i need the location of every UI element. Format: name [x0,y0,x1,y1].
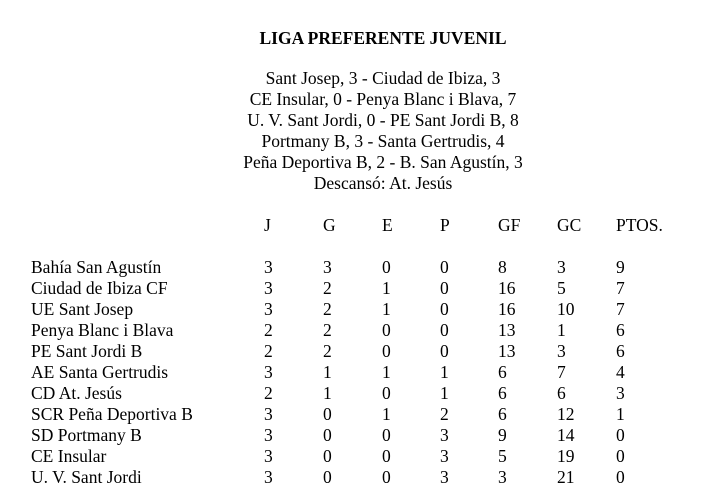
standings-header-row [0,215,712,236]
goals-for: 13 [498,341,516,361]
played: 3 [264,278,273,298]
played: 3 [264,467,273,487]
points: 1 [616,404,625,424]
drawn: 0 [382,383,391,403]
lost: 0 [440,320,449,340]
table-row [0,257,712,278]
header-drawn: E [382,215,393,235]
rest-line: Descansó: At. Jesús [313,173,453,193]
drawn: 0 [382,425,391,445]
team-name: Bahía San Agustín [31,257,162,277]
result-line: Peña Deportiva B, 2 - B. San Agustín, 3 [243,152,523,172]
points: 7 [616,278,625,298]
table-row [0,425,712,446]
drawn: 0 [382,446,391,466]
table-row [0,404,712,425]
table-row [0,278,712,299]
lost: 1 [440,362,449,382]
goals-for: 9 [498,425,507,445]
goals-for: 6 [498,383,507,403]
won: 0 [323,446,332,466]
won: 1 [323,362,332,382]
lost: 3 [440,446,449,466]
goals-for: 6 [498,362,507,382]
table-row [0,383,712,404]
lost: 2 [440,404,449,424]
team-name: PE Sant Jordi B [31,341,143,361]
drawn: 0 [382,467,391,487]
goals-against: 3 [557,257,566,277]
won: 2 [323,299,332,319]
played: 3 [264,257,273,277]
won: 0 [323,404,332,424]
result-line: U. V. Sant Jordi, 0 - PE Sant Jordi B, 8 [247,110,519,130]
lost: 3 [440,425,449,445]
goals-for: 13 [498,320,516,340]
points: 0 [616,425,625,445]
header-goals-for: GF [498,215,521,235]
lost: 0 [440,299,449,319]
drawn: 1 [382,362,391,382]
result-line: CE Insular, 0 - Penya Blanc i Blava, 7 [249,89,517,109]
lost: 0 [440,341,449,361]
points: 7 [616,299,625,319]
goals-for: 5 [498,446,507,466]
points: 6 [616,341,625,361]
header-points: PTOS. [616,215,663,235]
goals-for: 8 [498,257,507,277]
team-name: Ciudad de Ibiza CF [31,278,168,298]
goals-against: 21 [557,467,575,487]
match-results [0,68,712,194]
lost: 0 [440,278,449,298]
played: 2 [264,383,273,403]
goals-against: 10 [557,299,575,319]
points: 4 [616,362,625,382]
team-name: SCR Peña Deportiva B [31,404,193,424]
played: 2 [264,320,273,340]
goals-against: 6 [557,383,566,403]
points: 0 [616,467,625,487]
points: 6 [616,320,625,340]
won: 2 [323,320,332,340]
goals-against: 12 [557,404,575,424]
table-row [0,320,712,341]
won: 1 [323,383,332,403]
lost: 3 [440,467,449,487]
drawn: 0 [382,341,391,361]
goals-against: 3 [557,341,566,361]
team-name: Penya Blanc i Blava [31,320,174,340]
team-name: U. V. Sant Jordi [31,467,142,487]
team-name: SD Portmany B [31,425,142,445]
played: 3 [264,404,273,424]
team-name: AE Santa Gertrudis [31,362,169,382]
goals-against: 5 [557,278,566,298]
result-line: Portmany B, 3 - Santa Gertrudis, 4 [261,131,505,151]
won: 3 [323,257,332,277]
header-won: G [323,215,336,235]
goals-for: 16 [498,278,516,298]
team-name: CE Insular [31,446,107,466]
won: 0 [323,425,332,445]
team-name: UE Sant Josep [31,299,134,319]
goals-for: 3 [498,467,507,487]
goals-against: 7 [557,362,566,382]
header-played: J [264,215,271,235]
played: 3 [264,425,273,445]
goals-for: 16 [498,299,516,319]
points: 3 [616,383,625,403]
drawn: 0 [382,257,391,277]
header-goals-against: GC [557,215,582,235]
lost: 0 [440,257,449,277]
table-row [0,362,712,383]
goals-for: 6 [498,404,507,424]
won: 2 [323,341,332,361]
played: 2 [264,341,273,361]
table-row [0,341,712,362]
won: 2 [323,278,332,298]
goals-against: 19 [557,446,575,466]
played: 3 [264,299,273,319]
drawn: 1 [382,278,391,298]
goals-against: 14 [557,425,575,445]
league-title: LIGA PREFERENTE JUVENIL [259,28,507,48]
lost: 1 [440,383,449,403]
drawn: 1 [382,404,391,424]
points: 0 [616,446,625,466]
team-name: CD At. Jesús [31,383,122,403]
played: 3 [264,446,273,466]
table-row [0,467,712,488]
goals-against: 1 [557,320,566,340]
drawn: 0 [382,320,391,340]
won: 0 [323,467,332,487]
result-line: Sant Josep, 3 - Ciudad de Ibiza, 3 [265,68,501,88]
table-row [0,299,712,320]
drawn: 1 [382,299,391,319]
header-lost: P [440,215,450,235]
played: 3 [264,362,273,382]
points: 9 [616,257,625,277]
table-row [0,446,712,467]
